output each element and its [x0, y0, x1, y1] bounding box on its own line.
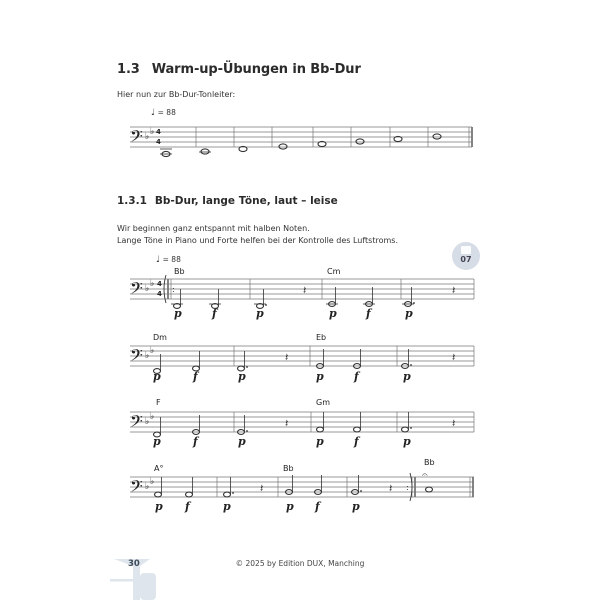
dynamic-mark: f: [354, 370, 359, 383]
subsection-title: Bb-Dur, lange Töne, laut – leise: [154, 195, 338, 207]
dynamic-mark: p: [174, 307, 182, 320]
page-number: 30: [128, 559, 140, 569]
section-title: Warm-up-Übungen in Bb-Dur: [151, 62, 361, 77]
desc-line-1: Wir beginnen ganz entspannt mit halben Noten.: [117, 224, 310, 233]
dynamic-mark: f: [185, 500, 190, 513]
quarter-note-icon: ♩: [151, 108, 156, 118]
svg-text::: :: [172, 285, 175, 294]
svg-text:𝄢: 𝄢: [130, 278, 143, 302]
dynamic-mark: f: [315, 500, 320, 513]
dynamic-mark: f: [212, 307, 217, 320]
svg-text:𝄽: 𝄽: [389, 482, 393, 495]
chord-label: Eb: [316, 333, 327, 342]
chord-label: Bb: [283, 464, 294, 473]
svg-text:4: 4: [157, 290, 162, 298]
svg-text:𝄢: 𝄢: [130, 126, 143, 150]
svg-text:4: 4: [156, 138, 161, 146]
dynamic-mark: p: [316, 370, 324, 383]
dynamic-mark: p: [403, 370, 411, 383]
svg-text:𝄽: 𝄽: [285, 417, 289, 430]
svg-text:♭: ♭: [150, 477, 155, 487]
dynamic-mark: p: [238, 370, 246, 383]
svg-text:4: 4: [156, 128, 161, 136]
tempo-value: = 88: [157, 108, 176, 117]
chord-label: Cm: [327, 267, 341, 276]
dynamic-mark: p: [153, 370, 161, 383]
svg-text:♭: ♭: [145, 417, 150, 427]
svg-text:♭: ♭: [145, 132, 150, 142]
svg-text:♭: ♭: [145, 482, 150, 492]
audio-track-number: 07: [460, 255, 472, 264]
svg-text:𝄢: 𝄢: [130, 345, 143, 369]
svg-text::: :: [406, 483, 409, 492]
dynamic-mark: p: [316, 435, 324, 448]
svg-text:𝄢: 𝄢: [130, 476, 143, 500]
svg-text:𝄽: 𝄽: [260, 482, 264, 495]
dynamic-mark: p: [153, 435, 161, 448]
dynamic-mark: p: [403, 435, 411, 448]
dynamic-mark: p: [286, 500, 294, 513]
dynamic-mark: p: [256, 307, 264, 320]
section-intro: Hier nun zur Bb-Dur-Tonleiter:: [117, 90, 236, 99]
staff-system-2: [130, 346, 474, 366]
svg-text:♭: ♭: [150, 279, 155, 289]
chord-label: F: [156, 398, 161, 407]
svg-text:𝄽: 𝄽: [285, 351, 289, 364]
chord-label: Gm: [316, 398, 330, 407]
svg-text:♭: ♭: [150, 412, 155, 422]
dynamic-mark: p: [329, 307, 337, 320]
svg-text:♭: ♭: [150, 346, 155, 356]
subsection-number: 1.3.1: [117, 195, 147, 207]
chord-label: Bb: [424, 458, 435, 467]
dynamic-mark: f: [193, 435, 198, 448]
svg-text:♭: ♭: [145, 284, 150, 294]
svg-text:𝄽: 𝄽: [452, 284, 456, 297]
dynamic-mark: f: [193, 370, 198, 383]
dynamic-mark: p: [223, 500, 231, 513]
dynamic-mark: p: [238, 435, 246, 448]
dynamic-mark: f: [354, 435, 359, 448]
svg-text:𝄽: 𝄽: [452, 351, 456, 364]
svg-text:♭: ♭: [145, 351, 150, 361]
svg-text:𝄽: 𝄽: [303, 284, 307, 297]
svg-text:𝄐: 𝄐: [422, 470, 428, 481]
copyright-footer: © 2025 by Edition DUX, Manching: [235, 559, 365, 568]
svg-text:𝄢: 𝄢: [130, 411, 143, 435]
svg-text:4: 4: [157, 280, 162, 288]
dynamic-mark: p: [352, 500, 360, 513]
tempo-value: = 88: [162, 255, 181, 264]
chord-label: Bb: [174, 267, 185, 276]
chord-label: A°: [154, 464, 164, 473]
svg-text:♭: ♭: [150, 127, 155, 137]
desc-line-2: Lange Töne in Piano und Forte helfen bei der Kontrolle des Luftstroms.: [117, 236, 398, 245]
quarter-note-icon: ♩: [156, 255, 161, 265]
chord-label: Dm: [153, 333, 167, 342]
staff-scale: [130, 127, 472, 147]
dynamic-mark: p: [155, 500, 163, 513]
svg-text:𝄽: 𝄽: [452, 417, 456, 430]
staff-system-1: [130, 279, 474, 299]
dynamic-mark: p: [405, 307, 413, 320]
section-number: 1.3: [117, 62, 140, 77]
dynamic-mark: f: [366, 307, 371, 320]
staff-system-3: [130, 412, 474, 432]
